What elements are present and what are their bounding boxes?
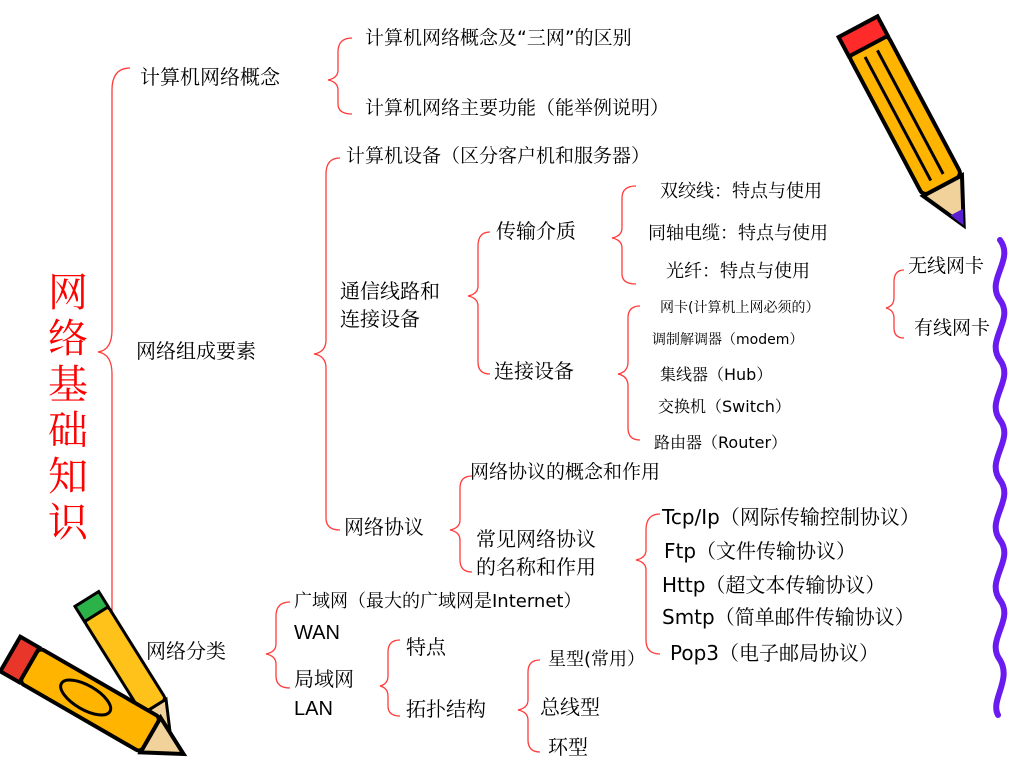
protocol-item: Http（超文本传输协议） [662,573,886,597]
protocol-item: Tcp/Ip（网际传输控制协议） [662,505,920,529]
wan-label: 广域网（最大的广域网是Internet） [294,591,582,612]
protocol-item: Smtp（简单邮件传输协议） [662,605,915,629]
root-char: 识 [48,500,88,546]
comm-node-line1: 通信线路和 [340,279,440,303]
components-node: 网络组成要素 [136,339,256,363]
concept-item: 计算机网络主要功能（能举例说明） [365,97,670,119]
root-char: 络 [48,316,88,362]
topology-item: 总线型 [540,695,600,719]
devices-node: 计算机设备（区分客户机和服务器） [346,145,651,167]
root-char: 网 [48,270,88,316]
concept-node: 计算机网络概念 [140,65,280,89]
topology-node: 拓扑结构 [406,697,486,721]
protocol-node: 网络协议 [344,515,424,539]
root-char: 础 [48,408,88,454]
nic-type: 有线网卡 [914,317,991,339]
nic-type: 无线网卡 [908,255,985,277]
connect-item: 调制解调器（modem） [652,332,804,348]
concept-item: 计算机网络概念及“三网”的区别 [365,27,632,49]
media-item: 双绞线：特点与使用 [660,181,822,202]
common-protocols-line2: 的名称和作用 [476,555,596,579]
lan-label: 局域网 [294,667,354,691]
lan-abbr: LAN [294,698,333,720]
comm-node-line2: 连接设备 [340,307,420,331]
common-protocols-line1: 常见网络协议 [476,527,596,551]
media-item: 光纤：特点与使用 [666,261,810,282]
wan-abbr: WAN [294,622,340,644]
protocol-item: Ftp（文件传输协议） [664,539,857,563]
root-char: 知 [48,454,88,500]
connect-item: 集线器（Hub） [660,365,773,384]
media-item: 同轴电缆：特点与使用 [648,223,828,244]
features-node: 特点 [406,635,446,659]
connect-node: 连接设备 [494,359,574,383]
connect-item: 网卡(计算机上网必须的） [660,300,820,316]
protocol-item: Pop3（电子邮局协议） [670,641,880,665]
protocol-concept: 网络协议的概念和作用 [470,461,661,483]
topology-item: 环型 [548,735,588,759]
root-title [40,270,96,546]
topology-item: 星型(常用） [548,649,646,670]
media-node: 传输介质 [496,219,576,243]
connect-item: 路由器（Router） [654,433,788,452]
root-char: 基 [48,362,88,408]
connect-item: 交换机（Switch） [658,397,791,416]
classification-node: 网络分类 [146,639,226,663]
